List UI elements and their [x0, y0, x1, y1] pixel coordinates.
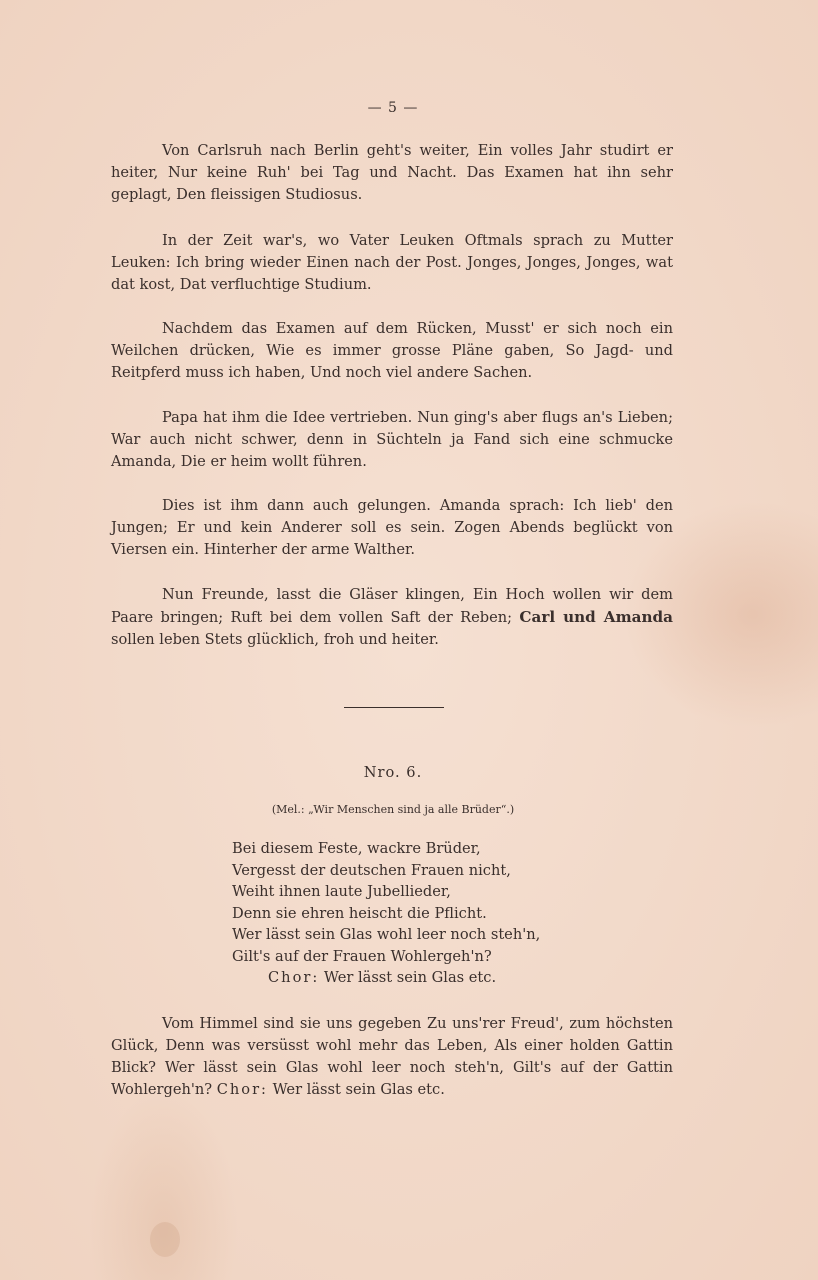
- paragraph-3: Nachdem das Examen auf dem Rücken, Musst' er sich noch ein Weilchen drücken, Wie es immer grosse Pläne gaben, So Jagd- und Reitpferd muss ich haben, Und noch viel andere Sachen.: [111, 320, 673, 381]
- paper-stain: [150, 1222, 180, 1257]
- verse-line: Bei diesem Feste, wackre Brüder,: [232, 840, 481, 857]
- verse-line: Weiht ihnen laute Jubellieder,: [232, 883, 451, 900]
- chorus-label: Chor:: [268, 969, 320, 986]
- section-divider: [344, 707, 444, 708]
- song-number-heading: Nro. 6.: [363, 764, 423, 781]
- paragraph-7-chorus-text: Wer lässt sein Glas etc.: [272, 1081, 445, 1098]
- verse-line: Gilt's auf der Frauen Wohlergeh'n?: [232, 947, 492, 965]
- paragraph-7-chorus-label: Chor:: [216, 1081, 268, 1098]
- paragraph-2: In der Zeit war's, wo Vater Leuken Oftmals sprach zu Mutter Leuken: Ich bring wieder Einen nach der Post. Jonges, Jonges, Jonges, wat dat kost, Dat verfluchtige Studium.: [111, 232, 673, 293]
- paragraph-7-text: Vom Himmel sind sie uns gegeben Zu uns'rer Freud', zum höchsten Glück, Denn was versüsst wohl mehr das Leben, Als einer holden Gattin Blick? Wer lässt sein Glas wohl leer noch steh'n, Gilt's auf der Gattin Wohlergeh'n?: [111, 1015, 673, 1098]
- paragraph-4: Papa hat ihm die Idee vertrieben. Nun ging's aber flugs an's Lieben; War auch nicht schwer, denn in Süchteln ja Fand sich eine schmucke Amanda, Die er heim wollt führen.: [111, 409, 673, 470]
- couple-names: Carl und Amanda: [519, 608, 673, 626]
- paragraph-5: Dies ist ihm dann auch gelungen. Amanda sprach: Ich lieb' den Jungen; Er und kein Anderer soll es sein. Zogen Abends beglückt von Viersen ein. Hinterher der arme Walther.: [111, 497, 673, 558]
- melody-note: (Mel.: „Wir Menschen sind ja alle Brüder“.): [271, 803, 515, 816]
- verse-line: Wer lässt sein Glas wohl leer noch steh'n,: [232, 926, 541, 943]
- chorus-text: Wer lässt sein Glas etc.: [323, 969, 497, 986]
- verse-line: Vergesst der deutschen Frauen nicht,: [232, 861, 511, 879]
- paragraph-1: Von Carlsruh nach Berlin geht's weiter, Ein volles Jahr studirt er heiter, Nur keine Ruh' bei Tag und Nacht. Das Examen hat ihn sehr geplagt, Den fleissigen Studiosus.: [111, 142, 673, 203]
- page-number: — 5 —: [367, 100, 419, 116]
- paragraph-6-text-before: Nun Freunde, lasst die Gläser klingen, Ein Hoch wollen wir dem Paare bringen; Ruft bei dem vollen Saft der Reben;: [111, 586, 673, 626]
- chorus-line: [232, 967, 540, 989]
- verse-block: [232, 838, 540, 989]
- verse-line: Denn sie ehren heischt die Pflicht.: [232, 904, 487, 922]
- paragraph-6-text-after: sollen leben Stets glücklich, froh und heiter.: [111, 631, 439, 648]
- paragraph-7: [111, 1013, 673, 1101]
- paragraph-6: [111, 584, 673, 651]
